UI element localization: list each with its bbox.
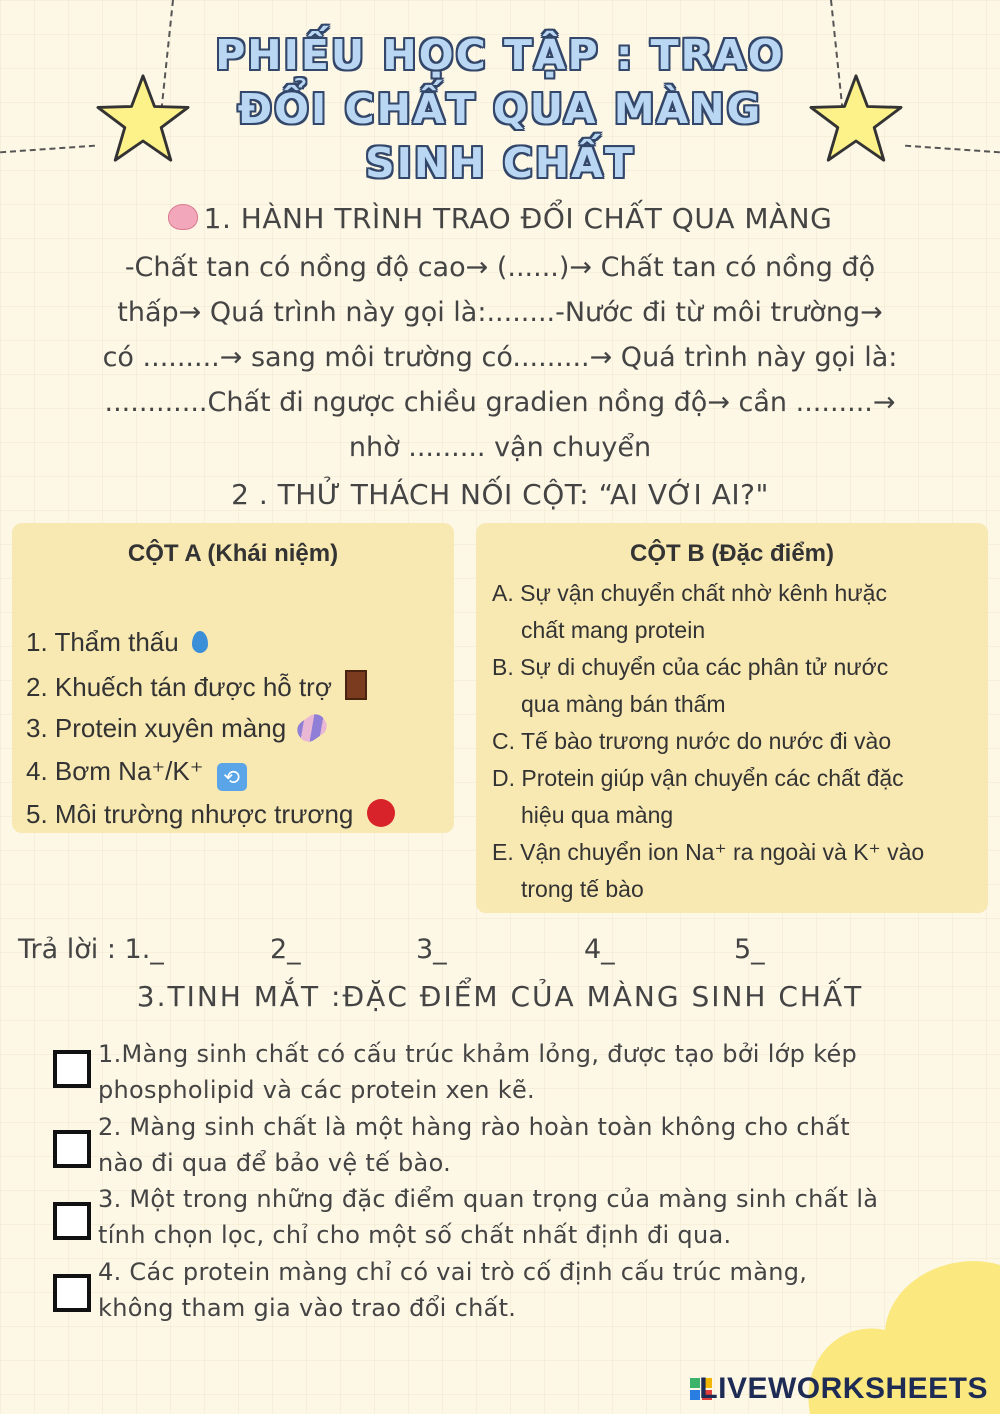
red-circle-icon (367, 799, 395, 827)
paragraph-line: có .........→ sang môi trường có.........→ Quá trình này gọi là: (102, 342, 898, 373)
column-a-item-text: 2. Khuếch tán được hỗ trợ (26, 672, 332, 702)
statement-checkbox-2[interactable] (53, 1130, 91, 1168)
column-b-line: chất mang protein (521, 617, 706, 643)
star-icon-left (95, 72, 191, 164)
paragraph-line: ............Chất đi ngược chiều gradien nồng độ→ cần .........→ (104, 387, 896, 418)
section-2-heading: 2 . THỬ THÁCH NỐI CỘT: “AI VỚI AI?" (231, 478, 769, 511)
brain-icon (168, 204, 198, 230)
column-a-box (12, 523, 454, 833)
statement-1 (98, 1036, 988, 1108)
statement-checkbox-4[interactable] (53, 1274, 91, 1312)
column-a-item (26, 799, 395, 830)
statement-line: 1.Màng sinh chất có cấu trúc khảm lỏng, được tạo bởi lớp kép (98, 1040, 858, 1068)
column-b-line: D. Protein giúp vận chuyển các chất đặc (492, 765, 904, 791)
title-line-3: SINH CHẤT (365, 139, 635, 187)
refresh-icon: ⟲ (217, 763, 247, 791)
statement-line: 4. Các protein màng chỉ có vai trò cố định cấu trúc màng, (98, 1258, 808, 1286)
statement-4 (98, 1254, 988, 1326)
column-a-item (26, 627, 208, 658)
answer-5[interactable]: 5_ (734, 934, 765, 965)
dna-icon (294, 710, 331, 745)
decorative-dash-right (905, 145, 1000, 154)
answer-4[interactable]: 4_ (584, 934, 615, 965)
column-b-line: trong tế bào (521, 876, 644, 902)
statement-line: 3. Một trong những đặc điểm quan trọng của màng sinh chất là (98, 1185, 879, 1213)
statement-line: nào đi qua để bảo vệ tế bào. (98, 1149, 452, 1177)
column-a-item-text: 1. Thẩm thấu (26, 627, 179, 657)
statement-checkbox-1[interactable] (53, 1050, 91, 1088)
column-a-title: CỘT A (Khái niệm) (127, 540, 339, 567)
section-3-heading: 3.TINH MẮT :ĐẶC ĐIỂM CỦA MÀNG SINH CHẤT (136, 980, 864, 1013)
column-a-item (26, 713, 327, 744)
statement-line: không tham gia vào trao đổi chất. (98, 1294, 517, 1322)
statement-checkbox-3[interactable] (53, 1202, 91, 1240)
section-1-heading (0, 202, 1000, 235)
decorative-dash-left (0, 145, 95, 154)
star-icon-right (808, 72, 904, 164)
column-a-item-text: 5. Môi trường nhược trương (26, 799, 354, 829)
water-drop-icon (192, 631, 208, 653)
page-title (200, 28, 800, 190)
section-1-heading-text: 1. HÀNH TRÌNH TRAO ĐỔI CHẤT QUA MÀNG (203, 202, 833, 235)
column-b-line: A. Sự vận chuyển chất nhờ kênh hưặc (492, 580, 887, 606)
column-b-line: C. Tế bào trương nước do nước đi vào (492, 728, 892, 754)
title-line-1: PHIẾU HỌC TẬP : TRAO (215, 31, 785, 79)
statement-line: 2. Màng sinh chất là một hàng rào hoàn toàn không cho chất (98, 1113, 850, 1141)
paragraph-line: -Chất tan có nồng độ cao→ (......)→ Chất tan có nồng độ (124, 252, 876, 283)
statement-line: phospholipid và các protein xen kẽ. (98, 1076, 535, 1104)
column-b-line: qua màng bán thấm (521, 691, 726, 717)
brand-name[interactable]: LIVEWORKSHEETS (699, 1372, 988, 1405)
column-b-line: E. Vận chuyển ion Na⁺ ra ngoài và K⁺ vào (492, 839, 925, 865)
statement-3 (98, 1181, 988, 1253)
title-line-2: ĐỔI CHẤT QUA MÀNG (237, 85, 763, 133)
answer-3[interactable]: 3_ (416, 934, 447, 965)
column-b-line: hiệu qua màng (521, 802, 674, 828)
column-b-box (476, 523, 988, 913)
statement-line: tính chọn lọc, chỉ cho một số chất nhất định đi qua. (98, 1221, 732, 1249)
section-1-paragraph (20, 245, 980, 470)
paragraph-line: thấp→ Quá trình này gọi là:........-Nước đi từ môi trường→ (117, 297, 883, 328)
column-b-line: B. Sự di chuyển của các phân tử nước (492, 654, 889, 680)
column-a-item-text: 4. Bơm Na⁺/K⁺ (26, 756, 204, 786)
paragraph-line: nhờ ......... vận chuyển (348, 432, 652, 463)
answer-2[interactable]: 2_ (270, 934, 301, 965)
column-b-title: CỘT B (Đặc điểm) (629, 540, 835, 567)
door-icon (345, 670, 367, 700)
column-a-item-text: 3. Protein xuyên màng (26, 713, 287, 743)
statement-2 (98, 1109, 988, 1181)
column-a-item (26, 756, 247, 791)
answer-prefix: Trả lời : 1._ (18, 934, 164, 965)
column-a-item (26, 670, 367, 703)
